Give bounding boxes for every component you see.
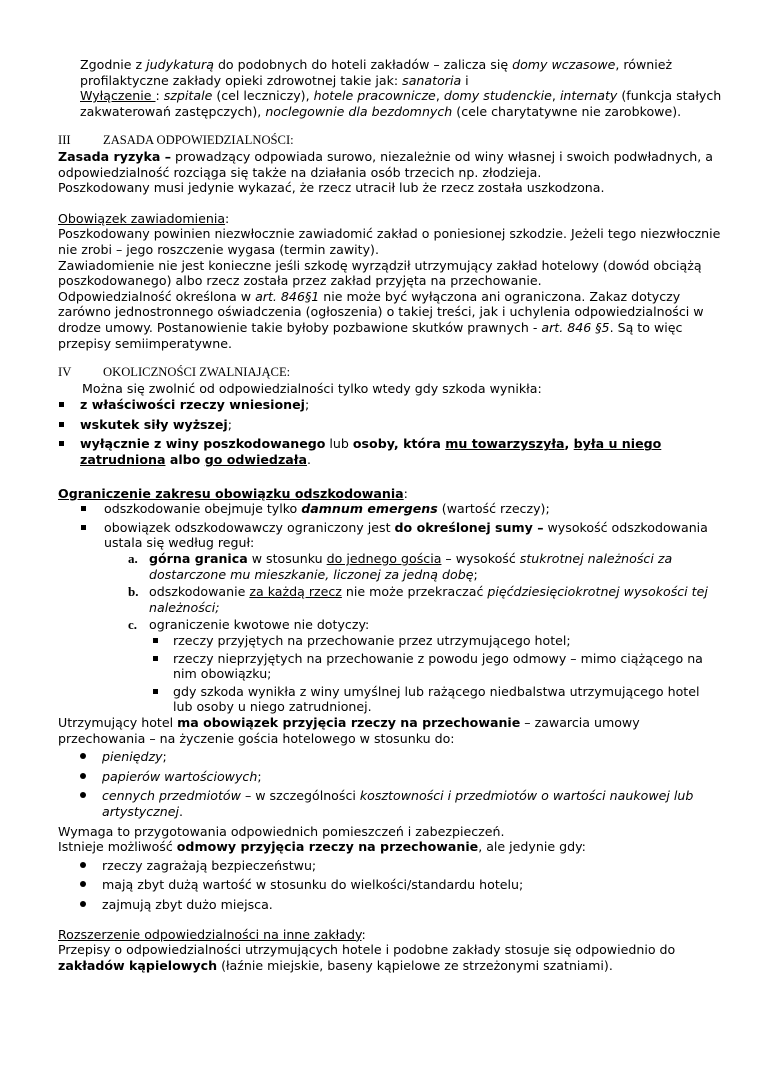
document-page [58, 57, 722, 973]
list-item: rzeczy nieprzyjętych na przechowanie z powodu jego odmowy – mimo ciążącego na nim obowiązku; [149, 651, 722, 682]
refusal-list [58, 858, 722, 913]
storage-preparation: Wymaga to przygotowania odpowiednich pomieszczeń i zabezpieczeń. [58, 823, 505, 839]
limitation-list [80, 501, 722, 715]
rule-b: b. odszkodowanie za każdą rzecz nie może przekraczać pięćdziesięciokrotnej wysokości tej należności; [128, 584, 708, 615]
list-item: papierów wartościowych; [58, 769, 722, 785]
list-item: obowiązek odszkodowawczy ograniczony jest do określonej sumy – wysokość odszkodowania ustala się według reguł: a. górna granica w stosunku do jednego gościa – wysokość stukrotnej należności za dostarczone mu mieszkanie, liczonej za jedną dobę; b. odszkodowanie za każdą rzecz nie może przekraczać pięćdziesięciokrotnej wysokości tej należności; c. ograniczenie kwotowe nie dotyczy: rzeczy przyjętych na przechowanie przez utrzymującego hotel; rzeczy nieprzyjętych na przechowanie z powodu jego odmowy – mimo ciążącego na nim obowiązku; gdy szkoda wynikła z winy umyślnej lub rażącego niedbalstwa utrzymującego hotel lub osoby u niego zatrudnionej. [80, 520, 722, 715]
list-item: gdy szkoda wynikła z winy umyślnej lub rażącego niedbalstwa utrzymującego hotel lub osoby u niego zatrudnionej. [149, 684, 722, 715]
extension-paragraph: Przepisy o odpowiedzialności utrzymujących hotele i podobne zakłady stosuje się odpowiednio do zakładów kąpielowych (łaźnie miejskie, baseny kąpielowe ze strzeżonymi szatniami). [58, 942, 676, 973]
intro-paragraph: Zgodnie z judykaturą do podobnych do hoteli zakładów – zalicza się domy wczasowe, również profilaktyczne zakłady opieki zdrowotnej takie jak: sanatoria i [80, 57, 673, 88]
extension-heading: Rozszerzenie odpowiedzialności na inne zakłady: [58, 926, 366, 942]
list-item: mają zbyt dużą wartość w stosunku do wielkości/standardu hotelu; [58, 877, 722, 893]
risk-principle: Zasada ryzyka – prowadzący odpowiada surowo, niezależnie od winy własnej i swoich podwładnych, a odpowiedzialność rozciąga się także na działania osób trzecich np. złodzieja. [58, 148, 713, 180]
exemption-list [58, 397, 722, 467]
notification-p3: Odpowiedzialność określona w art. 846§1 nie może być wyłączona ani ograniczona. Zakaz dotyczy zarówno jednostronnego oświadczenia (ogłoszenia) o takiej treści, jak i uchylenia odpowiedzialności w drodze umowy. Postanowienie takie byłoby pozbawione skutków prawnych - art. 846 §5. Są to więc przepisy semiimperatywne. [58, 288, 704, 351]
exemption-intro: Można się zwolnić od odpowiedzialności tylko wtedy gdy szkoda wynikła: [82, 380, 542, 396]
rule-c: c. ograniczenie kwotowe nie dotyczy: rzeczy przyjętych na przechowanie przez utrzymującego hotel; rzeczy nieprzyjętych na przechowanie z powodu jego odmowy – mimo ciążącego na nim obowiązku; gdy szkoda wynikła z winy umyślnej lub rażącego niedbalstwa utrzymującego hotel lub osoby u niego zatrudnionej. [128, 617, 722, 715]
exceptions-list [149, 633, 722, 715]
notification-p2: Zawiadomienie nie jest konieczne jeśli szkodę wyrządził utrzymujący zakład hotelowy (dowód obciążą poszkodowanego) albo rzecz została przez zakład przyjęta na przechowanie. [58, 257, 702, 289]
notification-heading: Obowiązek zawiadomienia: [58, 210, 230, 226]
section-heading-4: IV OKOLICZNOŚCI ZWALNIAJĄCE: [58, 365, 291, 380]
section-heading-3: III ZASADA ODPOWIEDZIALNOŚCI: [58, 133, 294, 148]
list-item: z właściwości rzeczy wniesionej; [58, 397, 722, 413]
exclusion-paragraph: Wyłączenie : szpitale (cel leczniczy), hotele pracownicze, domy studenckie, internaty (funkcja stałych zakwaterowań zastępczych), noclegownie dla bezdomnych (cele charytatywne nie zarobkowe). [80, 88, 722, 119]
list-item: rzeczy zagrażają bezpieczeństwu; [58, 858, 722, 874]
list-item: wyłącznie z winy poszkodowanego lub osoby, która mu towarzyszyła, była u niego zatrudniona albo go odwiedzała. [58, 436, 722, 467]
victim-proof: Poszkodowany musi jedynie wykazać, że rzecz utracił lub że rzecz została uszkodzona. [58, 180, 605, 196]
list-item: zajmują zbyt dużo miejsca. [58, 897, 722, 913]
list-item: odszkodowanie obejmuje tylko damnum emergens (wartość rzeczy); [80, 501, 722, 517]
list-item: wskutek siły wyższej; [58, 417, 722, 433]
refusal-intro: Istnieje możliwość odmowy przyjęcia rzeczy na przechowanie, ale jedynie gdy: [58, 839, 586, 855]
storage-items-list [58, 749, 722, 819]
storage-duty: Utrzymujący hotel ma obowiązek przyjęcia rzeczy na przechowanie – zawarcia umowy przechowania – na życzenie gościa hotelowego w stosunku do: [58, 714, 640, 746]
notification-p1: Poszkodowany powinien niezwłocznie zawiadomić zakład o poniesionej szkodzie. Jeżeli tego niezwłocznie nie zrobi – jego roszczenie wygasa (termin zawity). [58, 226, 721, 257]
limitation-heading: Ograniczenie zakresu obowiązku odszkodowania: [58, 485, 408, 501]
rule-a: a. górna granica w stosunku do jednego gościa – wysokość stukrotnej należności za dostarczone mu mieszkanie, liczonej za jedną dobę; [128, 551, 673, 582]
list-item: pieniędzy; [58, 749, 722, 765]
list-item: cennych przedmiotów – w szczególności kosztowności i przedmiotów o wartości naukowej lub artystycznej. [58, 788, 722, 819]
list-item: rzeczy przyjętych na przechowanie przez utrzymującego hotel; [149, 633, 722, 649]
rules-list [128, 551, 722, 715]
